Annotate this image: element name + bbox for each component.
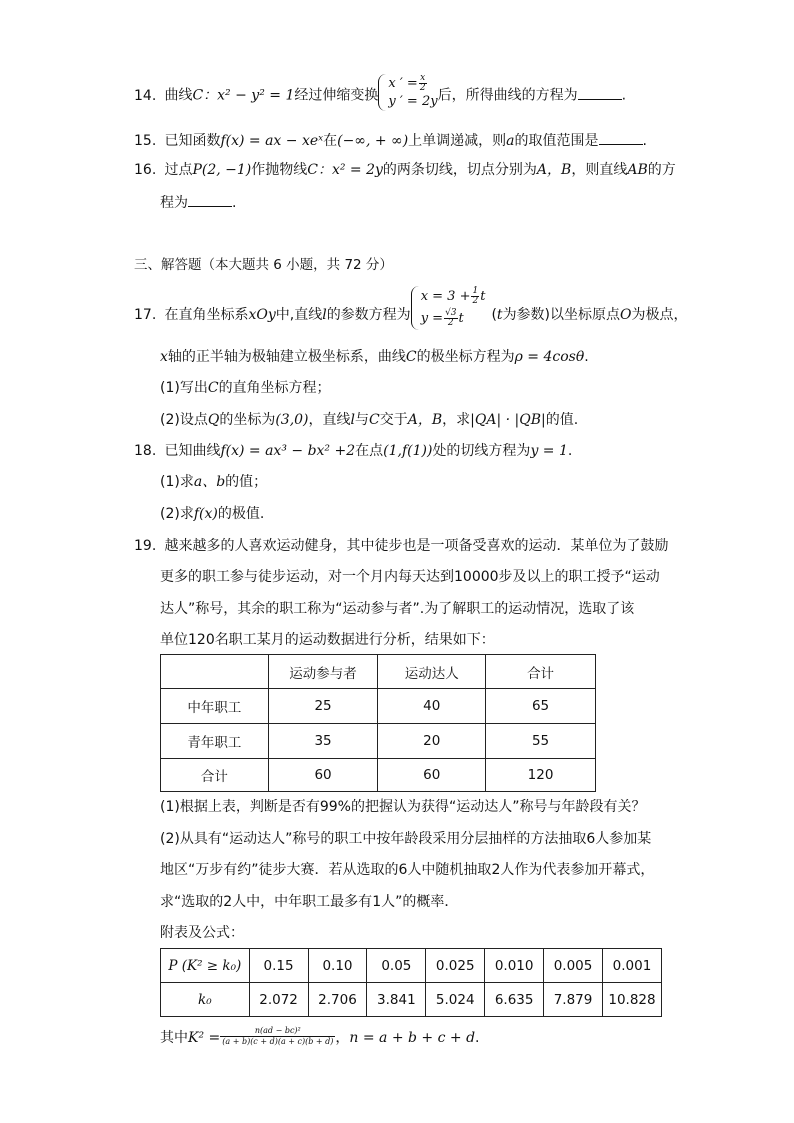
system-row-1: x = 3 + $\frac{1}{2}$ t (420, 286, 486, 306)
question-19-sub2-line2: 地区“万步有约”徒步大赛．若从选取的6人中随机抽取2人作为代表参加开幕式， (160, 862, 655, 878)
question-number: 17. (134, 307, 157, 323)
table-cell: 0.10 (308, 949, 367, 983)
question-text: 曲线 (164, 87, 193, 104)
table-cell: 55 (486, 724, 596, 759)
section-title: 三、解答题（本大题共 6 小题，共 72 分） (134, 257, 393, 273)
table-cell: 40 (378, 689, 486, 724)
question-17: 17. 在直角坐标系xOy中,直线l的参数方程为 x = 3 + $\frac{1}{2}$ t y = $\frac{√3}{2}$ t (t为参数)以坐标原点O为极点， (134, 286, 688, 328)
question-number: 16. (134, 162, 157, 178)
table-cell: 5.024 (426, 983, 485, 1017)
system-row-1: x ′ = $\frac{x}{2}$ (388, 73, 426, 93)
table-header-row (161, 655, 596, 689)
critical-value-table (160, 948, 662, 1017)
table-cell: 7.879 (544, 983, 603, 1017)
table-cell: 合计 (486, 655, 596, 689)
table-cell: 运动参与者 (268, 655, 378, 689)
question-16-cont: 程为 . (160, 192, 236, 213)
question-17-sub1: (1)写出C的直角坐标方程； (160, 380, 331, 396)
question-19-sub2-line3: 求“选取的2人中，中年职工最多有1人”的概率． (160, 894, 459, 910)
table-row-header: k₀ (161, 983, 250, 1017)
question-15: 15. 已知函数f(x) = ax − xeˣ在(−∞, + ∞)上单调递减，则a的取值范围是 . (134, 130, 647, 151)
table-cell: 0.05 (367, 949, 426, 983)
question-19-line3: 达人”称号，其余的职工称为“运动参与者”.为了解职工的运动情况，选取了该 (160, 601, 635, 617)
table-row-header: P (K² ≥ k₀) (161, 949, 250, 983)
table-cell: 6.635 (485, 983, 544, 1017)
question-18-sub1: (1)求a、b的值； (160, 474, 268, 490)
question-19-sub1: (1)根据上表，判断是否有99%的把握认为获得“运动达人”称号与年龄段有关？ (160, 799, 646, 815)
question-17-sub2: (2)设点Q的坐标为(3,0)，直线l与C交于A，B，求|QA| · |QB|的值. (160, 412, 579, 428)
table-cell: 65 (486, 689, 596, 724)
appendix-label: 附表及公式： (160, 925, 244, 941)
answer-blank (188, 192, 232, 207)
parametric-system (411, 286, 486, 330)
table-cell: 3.841 (367, 983, 426, 1017)
table-cell: 60 (378, 759, 486, 792)
answer-blank (599, 130, 643, 145)
table-cell: 2.706 (308, 983, 367, 1017)
table-cell: 120 (486, 759, 596, 792)
question-number: 14. (134, 87, 157, 104)
question-19-sub2: (2)从具有“运动达人”称号的职工中按年龄段采用分层抽样的方法抽取6人参加某 (160, 831, 652, 847)
table-row (161, 689, 596, 724)
table-cell: 60 (268, 759, 378, 792)
table-cell: 0.15 (249, 949, 308, 983)
question-number: 18. (134, 443, 157, 459)
table-cell: 35 (268, 724, 378, 759)
transform-system (378, 74, 437, 111)
question-18-sub2: (2)求f(x)的极值. (160, 506, 265, 522)
question-14: 14. 曲线C：x² − y² = 1经过伸缩变换 x ′ = $\frac{x}{2}$ y ′ = 2y 后，所得曲线的方程为 . (134, 73, 627, 109)
table-row (161, 983, 662, 1017)
table-cell (161, 655, 269, 689)
table-row (161, 949, 662, 983)
question-number: 15. (134, 133, 157, 149)
table-cell: 0.005 (544, 949, 603, 983)
math-function: f(x) = ax − xeˣ (220, 133, 324, 149)
table-cell: 25 (268, 689, 378, 724)
table-cell: 2.072 (249, 983, 308, 1017)
table-cell: 0.010 (485, 949, 544, 983)
table-cell: 运动达人 (378, 655, 486, 689)
question-17-line2: x轴的正半轴为极轴建立极坐标系，曲线C的极坐标方程为ρ = 4cosθ. (160, 349, 589, 365)
question-16: 16. 过点P(2, −1)作抛物线C：x² = 2y的两条切线，切点分别为A，B，则直线AB的方 (134, 162, 676, 178)
answer-blank (578, 85, 622, 100)
brace (411, 286, 420, 330)
system-row-2: y = $\frac{√3}{2}$ t (420, 308, 464, 328)
sports-data-table (160, 654, 596, 792)
system-row-2: y ′ = 2y (388, 94, 438, 109)
question-text: 经过伸缩变换 (294, 87, 379, 104)
table-cell: 合计 (161, 759, 269, 792)
table-cell: 0.001 (602, 949, 661, 983)
question-18: 18. 已知曲线f(x) = ax³ − bx² +2在点(1,f(1))处的切线方程为y = 1. (134, 443, 573, 459)
table-cell: 中年职工 (161, 689, 269, 724)
chi-square-formula: 其中K² = $\frac{\text{n(ad − bc)²}}{(a + b)(c + d)(a + c)(b + d)}$ ，n = a + b + c + d. (160, 1025, 480, 1046)
question-19: 19. 越来越多的人喜欢运动健身，其中徒步也是一项备受喜欢的运动．某单位为了鼓励 (134, 538, 669, 554)
question-19-line2: 更多的职工参与徒步运动，对一个月内每天达到10000步及以上的职工授予“运动 (160, 569, 660, 585)
table-cell: 10.828 (602, 983, 661, 1017)
math-interval: (−∞, + ∞) (337, 133, 409, 149)
table-cell: 0.025 (426, 949, 485, 983)
table-row (161, 759, 596, 792)
table-cell: 20 (378, 724, 486, 759)
brace (378, 74, 387, 111)
question-number: 19. (134, 538, 157, 554)
table-row (161, 724, 596, 759)
math-curve: C：x² − y² = 1 (192, 87, 295, 104)
question-text: 后，所得曲线的方程为 (437, 87, 578, 104)
question-19-line4: 单位120名职工某月的运动数据进行分析，结果如下： (160, 632, 495, 648)
table-cell: 青年职工 (161, 724, 269, 759)
formula-fraction: $\frac{\text{n(ad − bc)²}}{(a + b)(c + d)(a + c)(b + d)}$ (222, 1025, 334, 1046)
